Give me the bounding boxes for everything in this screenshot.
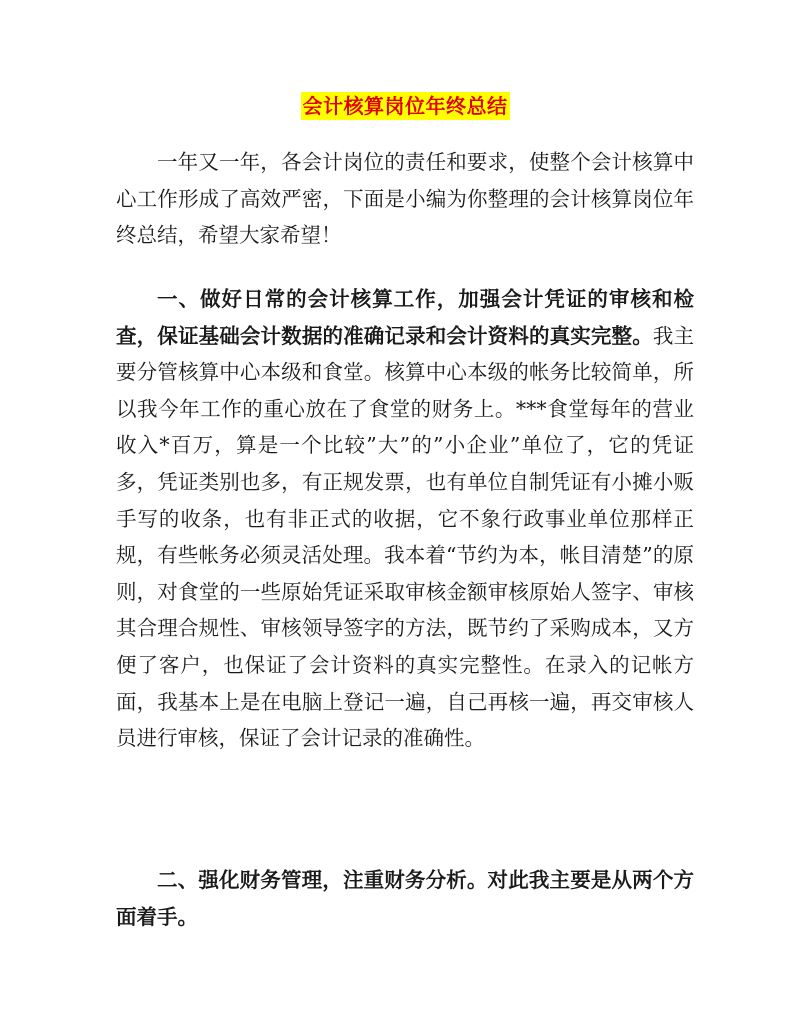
title-wrapper — [116, 92, 694, 120]
section-1-body: 我主要分管核算中心本级和食堂。核算中心本级的帐务比较简单，所以我今年工作的重心放在了食堂的财务上。***食堂每年的营业收入*百万，算是一个比较”大”的”小企业”单位了，它的凭证多，凭证类别也多，有正规发票，也有单位自制凭证有小摊小贩手写的收条，也有非正式的收据，它不象行政事业单位那样正规，有些帐务必须灵活处理。我本着“节约为本，帐目清楚”的原则，对食堂的一些原始凭证采取审核金额审核原始人签字、审核其合理合规性、审核领导签字的方法，既节约了采购成本，又方便了客户，也保证了会计资料的真实完整性。在录入的记帐方面，我基本上是在电脑上登记一遍，自己再核一遍，再交审核人员进行审核，保证了会计记录的准确性。 — [116, 323, 695, 751]
section-2-paragraph — [116, 862, 694, 935]
section-1-paragraph — [116, 281, 694, 757]
section-1-heading: 一、做好日常的会计核算工作，加强会计凭证的审核和检查，保证基础会计数据的准确记录和会计资料的真实完整。 — [116, 287, 694, 348]
document-title: 会计核算岗位年终总结 — [302, 94, 508, 118]
section-2-heading: 二、强化财务管理，注重财务分析。对此我主要是从两个方面着手。 — [116, 868, 694, 929]
intro-paragraph: 一年又一年，各会计岗位的责任和要求，使整个会计核算中心工作形成了高效严密，下面是小编为你整理的会计核算岗位年终总结，希望大家希望！ — [116, 150, 694, 248]
